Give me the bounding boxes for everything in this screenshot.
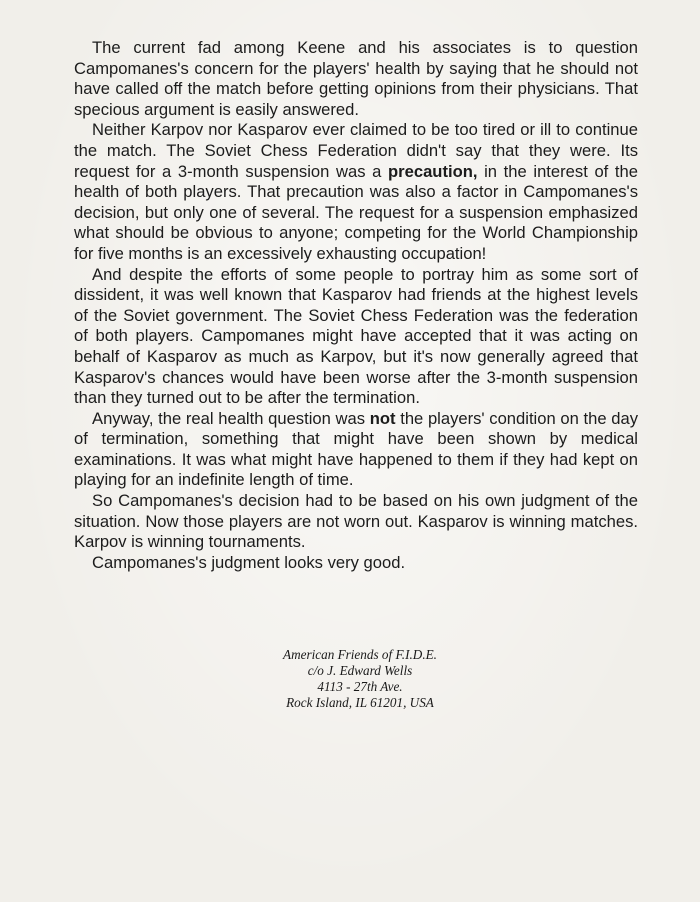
letter-body: [74, 38, 638, 573]
paragraph-6: Campomanes's judgment looks very good.: [92, 552, 406, 572]
paragraph-4-text-a: Anyway, the real health question was: [92, 408, 370, 428]
bleed-through-text: [78, 612, 678, 632]
paragraph-2: [74, 120, 638, 264]
address-care-of: c/o J. Edward Wells: [307, 663, 413, 678]
emphasis-precaution: precaution,: [388, 161, 478, 181]
paragraph-2-text-a: Neither Karpov nor Kasparov ever claimed to be too tired or ill to continue the match. The Soviet Chess Federation didn't say that they were. Its request for a 3-month suspension was a: [74, 120, 638, 181]
paragraph-4-text-b: the players' condition on the day of termination, something that might have been shown by medical examinations. It was what might have happened to them if they had kept on playing for an indefinite length of time.: [74, 408, 638, 490]
emphasis-not: not: [369, 408, 396, 428]
address-block: [228, 647, 492, 711]
paragraph-4: [74, 409, 638, 491]
address-street: 4113 - 27th Ave.: [317, 679, 403, 694]
paragraph-5: So Campomanes's decision had to be based on his own judgment of the situation. Now those players are not worn out. Kasparov is winning matches. Karpov is winning tournaments.: [74, 491, 638, 552]
paragraph-1: The current fad among Keene and his associates is to question Campomanes's concern for the players' health by saying that he should not have called off the match before getting opinions from their physicians. That specious argument is easily answered.: [74, 38, 638, 119]
address-org: American Friends of F.I.D.E.: [283, 647, 437, 662]
paragraph-2-text-b: in the interest of the health of both players. That precaution was also a factor in Campomanes's decision, but only one of several. The request for a suspension emphasized what should be obvious to anyone; competing for the World Championship for five months is an excessively exhausting occupation!: [74, 161, 639, 263]
address-city: Rock Island, IL 61201, USA: [286, 695, 434, 710]
paragraph-3: And despite the efforts of some people to portray him as some sort of dissident, it was well known that Kasparov had friends at the highest levels of the Soviet government. The Soviet Chess Federation was the federation of both players. Campomanes might have accepted that it was acting on behalf of Kasparov as much as Karpov, but it's now generally agreed that Kasparov's chances would have been worse after the 3-month suspension than they turned out to be after the termination.: [74, 264, 638, 408]
